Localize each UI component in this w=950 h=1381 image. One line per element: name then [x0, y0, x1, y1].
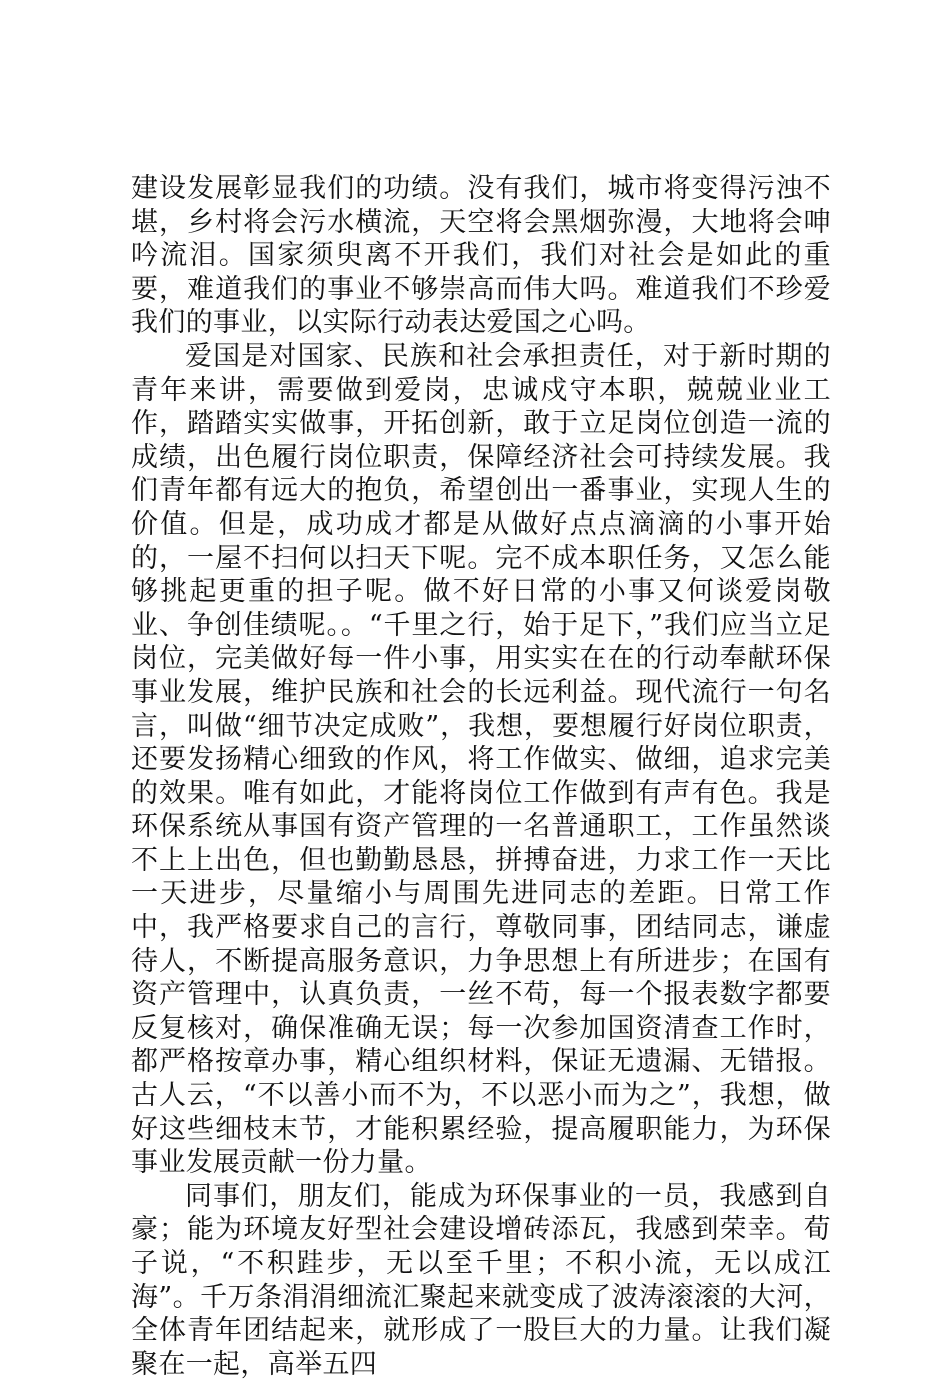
paragraph-1: 建设发展彰显我们的功绩。没有我们，城市将变得污浊不堪，乡村将会污水横流，天空将会黑烟弥漫，大地将会呻吟流泪。国家须臾离不开我们，我们对社会是如此的重要，难道我们的事业不够崇高而伟大吗。难道我们不珍爱我们的事业，以实际行动表达爱国之心吗。 [131, 173, 831, 339]
body-text [131, 172, 831, 1381]
paragraph-2: 爱国是对国家、民族和社会承担责任，对于新时期的青年来讲，需要做到爱岗，忠诚戍守本职，兢兢业业工作，踏踏实实做事，开拓创新，敢于立足岗位创造一流的成绩，出色履行岗位职责，保障经济社会可持续发展。我们青年都有远大的抱负，希望创出一番事业，实现人生的价值。但是，成功成才都是从做好点点滴滴的小事开始的，一屋不扫何以扫天下呢。完不成本职任务，又怎么能够挑起更重的担子呢。做不好日常的小事又何谈爱岗敬业、争创佳绩呢。。“千里之行，始于足下，”我们应当立足岗位，完美做好每一件小事，用实实在在的行动奉献环保事业发展，维护民族和社会的长远利益。现代流行一句名言，叫做“细节决定成败”，我想，要想履行好岗位职责，还要发扬精心细致的作风，将工作做实、做细，追求完美的效果。唯有如此，才能将岗位工作做到有声有色。我是环保系统从事国有资产管理的一名普通职工，工作虽然谈不上上出色，但也勤勤恳恳，拼搏奋进，力求工作一天比一天进步，尽量缩小与周围先进同志的差距。日常工作中，我严格要求自己的言行，尊敬同事，团结同志，谦虚待人，不断提高服务意识，力争思想上有所进步；在国有资产管理中，认真负责，一丝不苟，每一个报表数字都要反复核对，确保准确无误；每一次参加国资清查工作时，都严格按章办事，精心组织材料，保证无遗漏、无错报。古人云，“不以善小而不为，不以恶小而为之”，我想，做好这些细枝末节，才能积累经验，提高履职能力，为环保事业发展贡献一份力量。 [131, 340, 831, 1179]
paragraph-3: 同事们，朋友们，能成为环保事业的一员，我感到自豪；能为环境友好型社会建设增砖添瓦，我感到荣幸。荀子说，“不积跬步，无以至千里；不积小流，无以成江海”。千万条涓涓细流汇聚起来就变成了波涛滚滚的大河，全体青年团结起来，就形成了一股巨大的力量。让我们凝聚在一起，高举五四 [131, 1180, 831, 1380]
